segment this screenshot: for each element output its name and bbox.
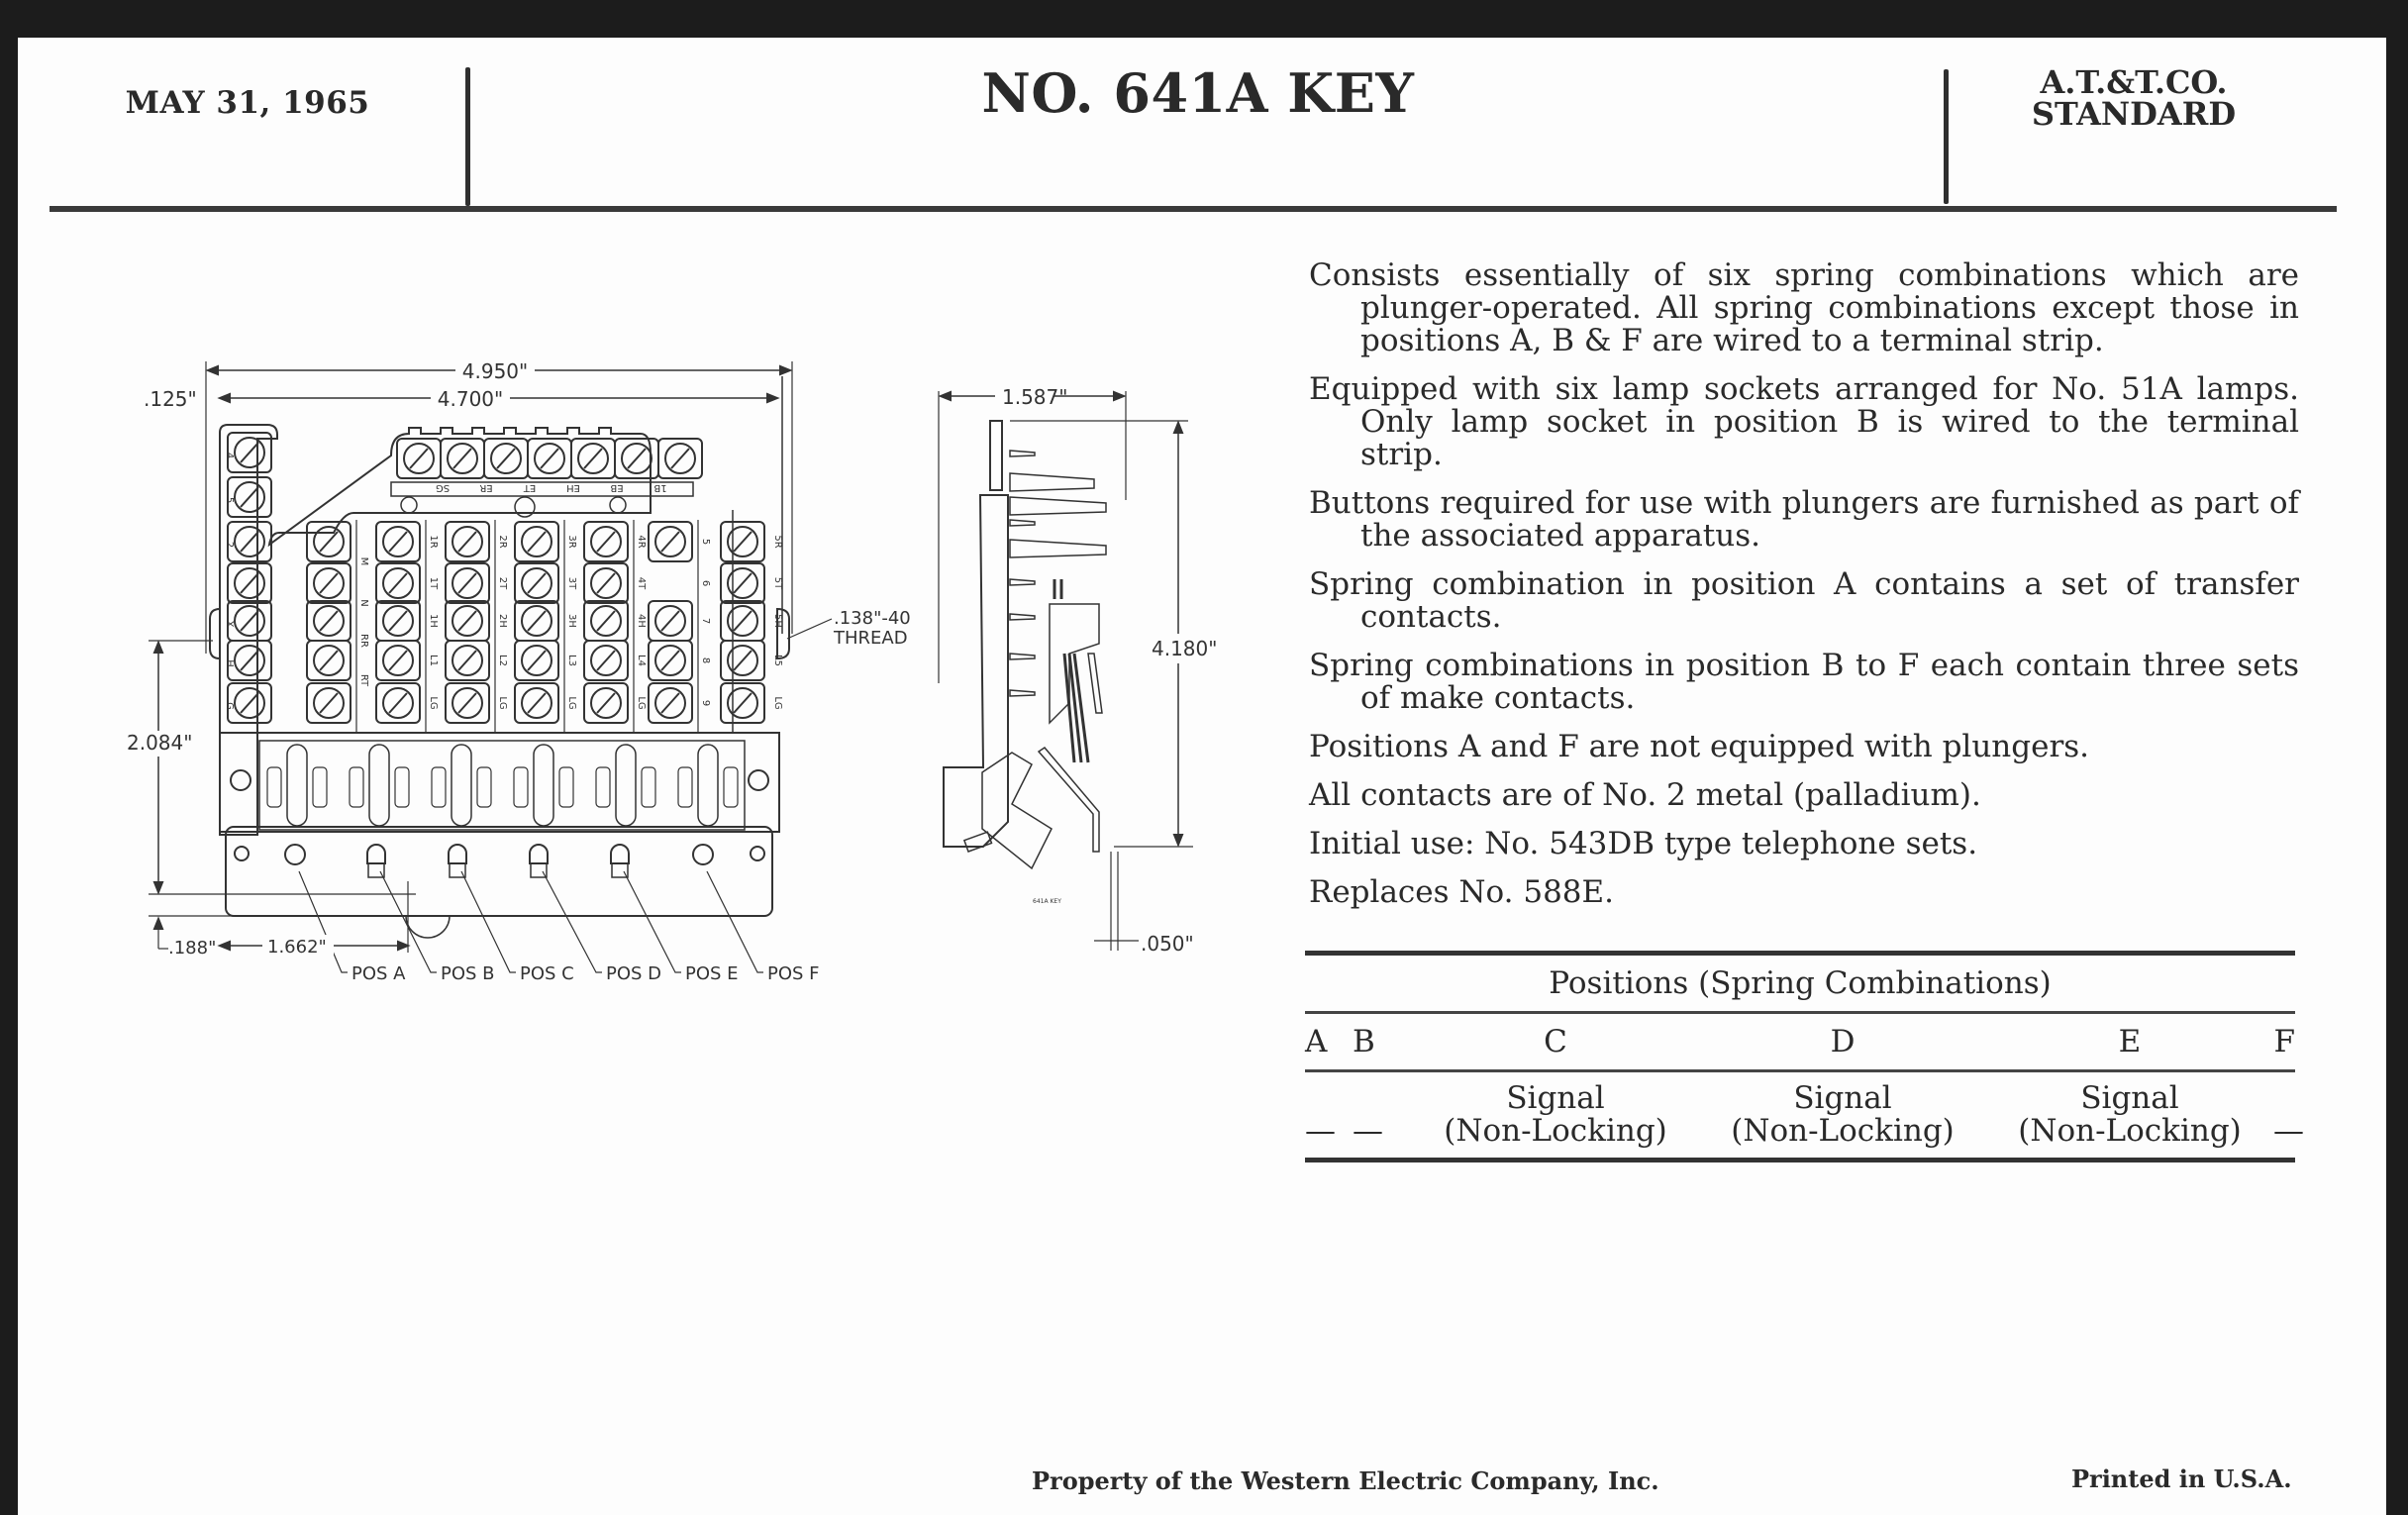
dim-overall-width: 4.950" <box>461 359 529 383</box>
spring-pile <box>559 767 573 807</box>
dim-side-offset: .050" <box>1141 932 1194 956</box>
left-column-label: 2 <box>224 541 235 549</box>
terminal-label: RR <box>358 634 369 648</box>
wire-bundle <box>1054 579 1061 599</box>
locating-notch <box>406 916 450 938</box>
dim-height: 2.084" <box>127 731 193 755</box>
mount-hole <box>401 497 417 513</box>
screw-slot <box>458 693 476 713</box>
arrowhead <box>1114 392 1124 400</box>
top-strip-label: ER <box>479 482 493 493</box>
faceplate-rivet <box>751 847 764 860</box>
terminal-label: 3R <box>566 535 577 549</box>
screw-slot <box>320 532 338 552</box>
top-strip-label: ET <box>523 482 537 493</box>
spring-pile <box>477 767 491 807</box>
terminal-label: LG <box>636 696 647 710</box>
screw-slot <box>597 573 615 593</box>
arrowhead <box>220 942 230 950</box>
spring-pile <box>678 767 692 807</box>
screw-slot <box>458 651 476 670</box>
terminal-label: L1 <box>428 655 439 666</box>
screw-slot <box>734 693 752 713</box>
dim-left-offset: .125" <box>144 387 197 411</box>
screw-slot <box>241 611 258 631</box>
description-paragraph: Positions A and F are not equipped with plungers. <box>1309 729 2090 764</box>
description-paragraph: Spring combination in position A contains a set of transfer contacts. <box>1309 566 2299 635</box>
terminal-fin <box>1010 614 1035 620</box>
spring-pile <box>596 767 610 807</box>
lamp-socket <box>449 845 466 863</box>
spring-pile <box>267 767 281 807</box>
screw-slot <box>241 532 258 552</box>
screw-slot <box>389 573 407 593</box>
plunger <box>534 745 553 826</box>
screw-slot <box>320 573 338 593</box>
issue-date: MAY 31, 1965 <box>125 85 370 121</box>
dim-inner-width: 4.700" <box>437 387 504 411</box>
terminal-fin <box>1010 520 1035 526</box>
screw-slot <box>528 651 546 670</box>
description-paragraph: Spring combinations in position B to F each contain three sets of make contacts. <box>1309 648 2299 716</box>
standard-line-2: STANDARD <box>2031 95 2237 133</box>
table-cell <box>1986 1082 2273 1148</box>
spring-pile <box>432 767 446 807</box>
cell-value-line1: Signal <box>1506 1080 1605 1116</box>
terminal-fin <box>1010 540 1106 557</box>
position-leader <box>624 871 681 972</box>
description-paragraph: All contacts are of No. 2 metal (palladium). <box>1309 777 1981 813</box>
screw-slot <box>528 693 546 713</box>
screw-slot <box>453 449 471 468</box>
screw-slot <box>734 611 752 631</box>
terminal-label: L5 <box>772 655 783 666</box>
terminal-label: 2R <box>497 535 508 549</box>
thread-label: .138"-40 <box>834 608 911 629</box>
arrowhead <box>154 882 162 892</box>
dim-pos-b: 1.662" <box>267 937 327 958</box>
screw-slot <box>389 611 407 631</box>
description-paragraph: Replaces No. 588E. <box>1309 874 1615 910</box>
screw-slot <box>410 449 428 468</box>
spring-pile <box>350 767 363 807</box>
terminal-label: 3T <box>566 576 577 590</box>
mount-hole <box>610 497 626 513</box>
terminal-fin <box>1010 473 1094 491</box>
screw-slot <box>528 532 546 552</box>
screw-slot <box>528 611 546 631</box>
screw-slot <box>320 611 338 631</box>
terminal-label: 6 <box>700 579 711 587</box>
position-label: POS B <box>441 963 495 984</box>
table-cell <box>1305 1115 1353 1148</box>
spring-pile <box>395 767 409 807</box>
terminal-fin <box>1010 690 1035 696</box>
terminal-label: 4H <box>636 614 647 628</box>
screw-slot <box>597 651 615 670</box>
footer-property: Property of the Western Electric Company, Inc. <box>1032 1466 1659 1495</box>
screw-slot <box>541 449 558 468</box>
terminal-label: L4 <box>636 655 647 666</box>
screw-slot <box>661 532 679 552</box>
terminal-label: LG <box>566 696 577 710</box>
positions-table <box>1305 951 2304 1162</box>
column-header: D <box>1830 1024 1856 1060</box>
terminal-label: 5 <box>700 538 711 546</box>
plunger-side <box>982 753 1052 868</box>
plunger <box>369 745 389 826</box>
spring-pile <box>514 767 528 807</box>
spring-pile <box>724 767 738 807</box>
screw-slot <box>597 693 615 713</box>
lamp-socket <box>367 845 385 863</box>
terminal-label: LG <box>497 696 508 710</box>
front-view <box>119 358 911 984</box>
terminal-label: 1R <box>428 535 439 549</box>
plunger <box>698 745 718 826</box>
terminal-label: LG <box>428 696 439 710</box>
screw-slot <box>458 573 476 593</box>
column-header: E <box>2118 1024 2142 1060</box>
arrowhead <box>1174 423 1182 433</box>
top-strip-label: EB <box>610 482 624 493</box>
table-cell <box>1699 1082 1986 1148</box>
faceplate-rivet <box>235 847 249 860</box>
cell-value-line1: Signal <box>2080 1080 2179 1116</box>
terminal-label: 5T <box>772 576 783 590</box>
dim-depth: 1.587" <box>1002 385 1068 409</box>
table-row <box>1305 1072 2304 1158</box>
spring-pile <box>313 767 327 807</box>
screw-slot <box>389 532 407 552</box>
screw-slot <box>661 611 679 631</box>
thread-label: THREAD <box>834 628 908 649</box>
screw-slot <box>671 449 689 468</box>
arrowhead <box>941 392 951 400</box>
side-view-caption: 641A KEY <box>1033 898 1061 905</box>
table-caption: Positions (Spring Combinations) <box>1549 965 2052 1001</box>
mount-screw-right <box>749 770 768 790</box>
table-cell <box>2273 1113 2304 1149</box>
table-cell <box>1412 1082 1699 1148</box>
top-strip-label: SG <box>435 482 451 493</box>
spring-pile <box>642 767 655 807</box>
screw-slot <box>241 487 258 507</box>
lamp-socket <box>530 845 548 863</box>
description-paragraph: Consists essentially of six spring combinations which are plunger-operated. All spring combinations except those in positions A, B & F are wired to a terminal strip. <box>1309 257 2299 358</box>
column-header: B <box>1353 1024 1375 1060</box>
cell-value-line2: (Non-Locking) <box>1444 1113 1667 1149</box>
left-column-label: 4 <box>224 452 235 459</box>
side-view <box>939 384 1217 956</box>
arrowhead <box>780 366 790 374</box>
position-label: POS D <box>606 963 662 984</box>
terminal-label: 3H <box>566 614 577 628</box>
position-leader <box>461 871 516 972</box>
arrowhead <box>1174 835 1182 845</box>
left-column-label: G <box>224 702 235 710</box>
left-column-label: X <box>224 620 235 628</box>
screw-slot <box>458 611 476 631</box>
terminal-fin <box>1010 451 1035 456</box>
dim-bottom-offset: .188" <box>168 938 217 959</box>
screw-slot <box>584 449 602 468</box>
lamp-socket <box>285 845 305 864</box>
terminal-label: 9 <box>700 699 711 707</box>
left-column-label: H <box>224 659 235 667</box>
cell-value: — <box>1305 1113 1336 1149</box>
terminal-fin <box>1010 497 1106 515</box>
screw-slot <box>389 651 407 670</box>
terminal-label: LG <box>772 696 783 710</box>
cell-value: — <box>1353 1113 1383 1149</box>
lamp-socket <box>611 845 629 863</box>
arrowhead <box>208 366 218 374</box>
terminal-label: L3 <box>566 655 577 666</box>
terminal-label: M <box>358 556 369 566</box>
terminal-label: 5H <box>772 614 783 628</box>
top-strip-label: EH <box>566 482 580 493</box>
terminal-fin <box>1010 579 1035 585</box>
cell-value-line2: (Non-Locking) <box>1731 1113 1955 1149</box>
lamp-socket <box>693 845 713 864</box>
contact-springs <box>1064 654 1088 762</box>
arrowhead <box>154 643 162 653</box>
terminal-label: 2H <box>497 614 508 628</box>
column-header: C <box>1544 1024 1567 1060</box>
screw-slot <box>241 651 258 670</box>
screw-slot <box>458 532 476 552</box>
plunger <box>287 745 307 826</box>
screw-slot <box>597 532 615 552</box>
terminal-label: 4R <box>636 535 647 549</box>
description-paragraph: Initial use: No. 543DB type telephone sets. <box>1309 826 1978 861</box>
screw-slot <box>320 693 338 713</box>
screw-slot <box>241 443 258 462</box>
terminal-strip-edge <box>990 421 1002 490</box>
plunger <box>452 745 471 826</box>
description <box>1309 259 2299 925</box>
position-leader <box>707 871 763 972</box>
page-title: NO. 641A KEY <box>981 61 1415 125</box>
screw-slot <box>241 573 258 593</box>
column-header: A <box>1305 1024 1328 1060</box>
screw-slot <box>528 573 546 593</box>
position-label: POS E <box>685 963 739 984</box>
cell-value-line2: (Non-Locking) <box>2018 1113 2242 1149</box>
position-label: POS A <box>351 963 406 984</box>
table-header-row <box>1305 1014 2295 1069</box>
screw-slot <box>320 651 338 670</box>
screw-slot <box>389 693 407 713</box>
terminal-label: 1H <box>428 614 439 628</box>
terminal-label: RT <box>358 673 369 687</box>
terminal-label: 4T <box>636 576 647 590</box>
terminal-label: N <box>358 599 369 607</box>
screw-slot <box>628 449 646 468</box>
screw-slot <box>661 651 679 670</box>
terminal-fin <box>1010 654 1035 659</box>
footer-printed: Printed in U.S.A. <box>2071 1464 2292 1493</box>
frame-side <box>944 495 1008 847</box>
screw-slot <box>661 693 679 713</box>
cell-value-line1: Signal <box>1793 1080 1892 1116</box>
terminal-label: 7 <box>700 617 711 625</box>
screw-slot <box>734 573 752 593</box>
description-paragraph: Equipped with six lamp sockets arranged for No. 51A lamps. Only lamp socket in position B is wired to the terminal strip. <box>1309 371 2299 472</box>
mount-screw-left <box>231 770 251 790</box>
screw-slot <box>734 651 752 670</box>
left-column-label: 5 <box>224 496 235 504</box>
top-strip-label: 1B <box>653 482 667 493</box>
faceplate <box>226 827 772 916</box>
terminal-label: 5R <box>772 535 783 549</box>
mount-ear-left <box>210 609 220 658</box>
terminal-label: 8 <box>700 656 711 664</box>
dim-side-height: 4.180" <box>1152 637 1218 660</box>
screw-slot <box>597 611 615 631</box>
cell-value: — <box>2273 1113 2304 1149</box>
screw-slot <box>734 532 752 552</box>
position-label: POS C <box>520 963 574 984</box>
description-paragraph: Buttons required for use with plungers are furnished as part of the associated apparatus. <box>1309 485 2299 554</box>
terminal-label: 1T <box>428 576 439 590</box>
screw-slot <box>241 693 258 713</box>
arrowhead <box>220 394 230 402</box>
arrowhead <box>398 942 408 950</box>
table-cell <box>1353 1115 1412 1148</box>
table-bottom-rule <box>1305 1158 2295 1162</box>
plunger <box>616 745 636 826</box>
position-leader <box>543 871 602 972</box>
spring-arm <box>1088 654 1102 713</box>
terminal-label: 2T <box>497 576 508 590</box>
arrowhead <box>767 394 777 402</box>
column-header: F <box>2273 1024 2295 1060</box>
plunger-window <box>259 741 745 830</box>
thread-leader <box>787 619 832 639</box>
arrowhead <box>154 919 162 929</box>
terminal-label: L2 <box>497 655 508 666</box>
position-label: POS F <box>767 963 820 984</box>
standard-line-1: A.T.&T.CO. <box>2040 63 2228 101</box>
screw-slot <box>497 449 515 468</box>
